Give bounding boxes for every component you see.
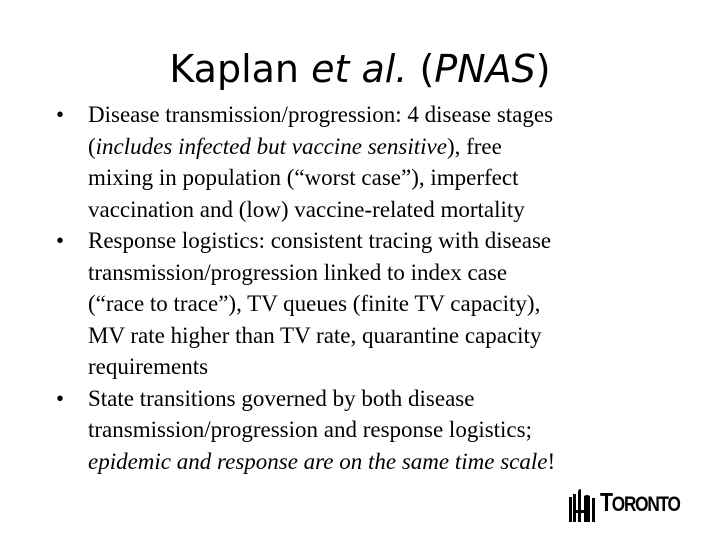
bullet-text: !	[547, 448, 556, 474]
bullet-item	[56, 225, 678, 383]
bullet-line	[88, 288, 678, 320]
bullet-text: MV rate higher than TV rate, quarantine capacity	[88, 322, 542, 348]
bullet-line	[88, 383, 678, 415]
title-open-paren: (	[419, 47, 435, 91]
bullet-marker: •	[56, 102, 65, 127]
title-author: Kaplan	[169, 47, 299, 91]
title-close-paren: )	[535, 47, 551, 91]
toronto-logo	[568, 486, 697, 522]
bullet-item	[56, 383, 678, 478]
city-hall-towers-icon	[568, 488, 598, 522]
logo-wordmark	[600, 489, 680, 518]
bullet-line	[88, 194, 678, 226]
bullet-line	[88, 257, 678, 289]
bullet-text: transmission/progression and response logistics;	[88, 417, 532, 442]
bullet-text-italic: epidemic and response are on the same time scale	[88, 448, 548, 474]
bullet-line	[88, 320, 678, 352]
bullet-text: requirements	[88, 354, 209, 379]
bullet-line	[88, 446, 678, 478]
bullet-line	[88, 351, 678, 383]
bullet-text: State transitions governed by both disease	[88, 385, 475, 411]
bullet-item	[56, 99, 678, 225]
slide-title	[0, 44, 720, 94]
logo-rest-letters: ORONTO	[611, 493, 680, 516]
bullet-text: (	[88, 133, 96, 159]
bullet-text: Disease transmission/progression: 4 disease stages	[88, 102, 554, 127]
bullet-line	[88, 162, 678, 194]
title-etal: et al.	[311, 47, 408, 91]
bullet-text-italic: includes infected but vaccine sensitive	[95, 133, 447, 159]
bullet-text: (“race to trace”), TV queues (finite TV capacity),	[88, 291, 541, 316]
bullet-text: transmission/progression linked to index case	[88, 259, 508, 285]
bullet-marker: •	[56, 228, 65, 253]
bullet-text: ), free	[446, 133, 502, 159]
bullet-list	[56, 99, 678, 477]
title-journal: PNAS	[434, 47, 536, 91]
bullet-marker: •	[56, 385, 65, 411]
bullet-line	[88, 99, 678, 131]
bullet-text: Response logistics: consistent tracing with disease	[88, 228, 552, 253]
bullet-line	[88, 225, 678, 257]
bullet-line	[88, 414, 678, 446]
bullet-text: mixing in population (“worst case”), imperfect	[88, 165, 519, 190]
bullet-text: vaccination and (low) vaccine-related mortality	[88, 196, 525, 222]
bullet-line	[88, 131, 678, 163]
logo-first-letter: T	[600, 487, 612, 517]
